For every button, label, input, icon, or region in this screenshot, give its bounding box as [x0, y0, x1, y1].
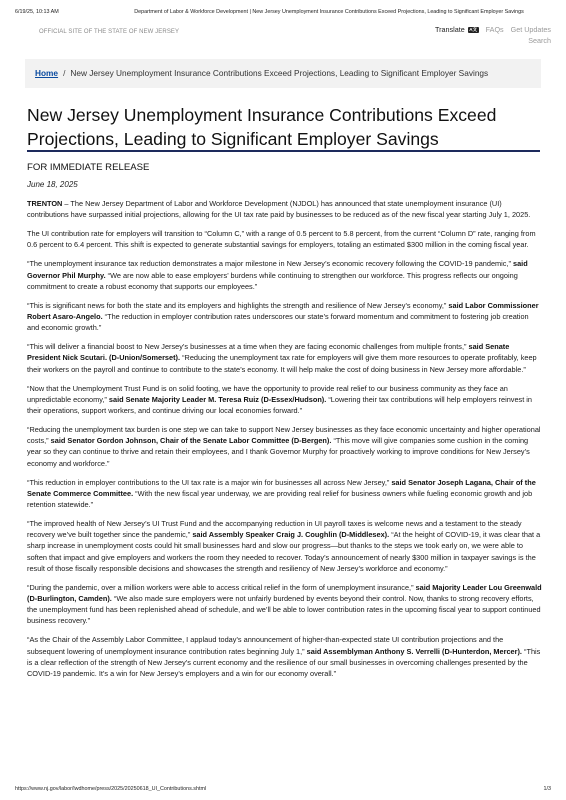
- quote-ruiz: [27, 383, 542, 417]
- breadcrumb-separator: /: [63, 68, 66, 78]
- get-updates-link[interactable]: Get Updates: [510, 25, 551, 34]
- quote-verrelli: [27, 634, 542, 679]
- quote-text: “This will deliver a financial boost to New Jersey’s businesses at a time when they are facing economic challenges from multiple fronts,”: [27, 342, 467, 352]
- faqs-link[interactable]: FAQs: [485, 25, 504, 34]
- quote-speaker: said Labor Commissioner Robert Asaro-Angelo.: [27, 300, 539, 322]
- quote-text: “Reducing the unemployment tax rate for employers will give them more resources to operate profitably, keep their workers on the payroll and continue to contribute to the state’s economy. It will help make the cost of doing business in New Jersey more affordable.”: [27, 353, 537, 374]
- quote-text: “Now that the Unemployment Trust Fund is on solid footing, we have the opportunity to provide real relief to our business community as they face an unpredictable economy,”: [27, 383, 508, 404]
- dateline: TRENTON: [27, 199, 63, 208]
- breadcrumb-home-link[interactable]: Home: [35, 68, 59, 78]
- print-url: https://www.nj.gov/labor/lwdhome/press/2025/20250618_UI_Contributions.shtml: [15, 786, 207, 792]
- search-link[interactable]: Search: [528, 36, 551, 45]
- quote-text: “We are now able to ease employers’ burdens while continuing to strengthen our workforce. This progress reflects our ongoing commitment to create a robust economy that supports our employees.”: [27, 270, 518, 291]
- quote-coughlin: [27, 518, 542, 574]
- utility-nav: [435, 25, 551, 34]
- quote-text: “We also made sure employers were not unfairly burdened by events beyond their control. Now, thanks to strong recovery efforts, the unemployment fund has been replenished ahead of schedule, and we’ll be able to lower contribution rates in the upcoming fiscal year to support continued business recovery.”: [27, 594, 541, 626]
- release-label: FOR IMMEDIATE RELEASE: [27, 162, 150, 173]
- quote-lagana: [27, 477, 542, 511]
- site-header: [15, 22, 551, 48]
- quote-speaker: said Assemblyman Anthony S. Verrelli (D-Hunterdon, Mercer).: [304, 646, 522, 656]
- quote-speaker: said Senate President Nick Scutari. (D-Union/Somerset).: [27, 342, 510, 363]
- page-title: New Jersey Unemployment Insurance Contributions Exceed Projections, Leading to Significant Employer Savings: [27, 105, 497, 149]
- quote-johnson: [27, 424, 542, 469]
- print-datetime: 6/19/25, 10:13 AM: [15, 9, 59, 15]
- quote-text: “This move will give companies some cushion in the coming year so they can continue to thrive and retain their employees, and I thank Governor Murphy for proactively working to improve conditions for New Jersey’s economy and workforce.”: [27, 436, 530, 468]
- paragraph-1: [27, 198, 542, 220]
- breadcrumb: [25, 59, 541, 88]
- print-header: [15, 9, 551, 15]
- quote-text: “During the pandemic, over a million workers were able to access critical relief in the form of unemployment insurance,”: [27, 582, 414, 592]
- translate-label: Translate: [435, 25, 465, 34]
- print-page-title: Department of Labor & Workforce Development | New Jersey Unemployment Insurance Contributions Exceed Projections, Leading to Significant Employer Savings: [134, 9, 524, 15]
- quote-text: “At the height of COVID-19, it was clear that a sharp increase in unemployment costs could hit small businesses hard and slow our progress—but thanks to the steps we took early on, we were able to soften that impact and give employers and workers the room they needed to recover. Today’s announcement of nearly $300 million in taxpayer savings is the result of those fiscally responsible decisions and showcases the strength and resiliency of New Jersey’s workforce and economy.”: [27, 530, 541, 573]
- print-page-number: 1/3: [543, 786, 551, 792]
- quote-speaker: said Senate Majority Leader M. Teresa Ruiz (D-Essex/Hudson).: [106, 394, 327, 404]
- translate-button[interactable]: [435, 25, 479, 34]
- paragraph-text: – The New Jersey Department of Labor and Workforce Development (NJDOL) has announced that state unemployment insurance (UI) contributions have surpassed initial projections, allowing for the UI tax rate paid by businesses to be reduced as of the new fiscal year starting July 1, 2025.: [27, 199, 531, 220]
- quote-speaker: said Senator Gordon Johnson, Chair of the Senate Labor Committee (D-Bergen).: [48, 436, 332, 446]
- official-site-label: OFFICIAL SITE OF THE STATE OF NEW JERSEY: [39, 29, 180, 35]
- quote-text: “This is significant news for both the state and its employers and highlights the strength and resilience of New Jersey’s economy,”: [27, 300, 447, 310]
- quote-murphy: [27, 258, 542, 292]
- title-divider: [27, 150, 540, 152]
- quote-speaker: said Governor Phil Murphy.: [27, 259, 528, 280]
- quote-greenwald: [27, 582, 542, 627]
- quote-speaker: said Assembly Speaker Craig J. Coughlin (D-Middlesex).: [190, 530, 390, 540]
- quote-scutari: [27, 341, 542, 375]
- print-footer: [15, 786, 551, 792]
- breadcrumb-trail: [35, 68, 488, 78]
- quote-text: “Lowering their tax contributions will help employers reinvest in their operations, support workers, and continue driving our local economies forward.”: [27, 394, 533, 416]
- release-date: June 18, 2025: [27, 180, 78, 189]
- quote-text: “As the Chair of the Assembly Labor Committee, I applaud today’s announcement of higher-than-expected state UI contribution projections and the subsequent lowering of unemployment insurance contribution rates beginning July 1,”: [27, 635, 504, 656]
- article-body: [27, 198, 542, 687]
- translate-icon: A文: [469, 27, 478, 32]
- paragraph-2: The UI contribution rate for employers will transition to “Column C,” with a range of 0.5 percent to 5.8 percent, from the current “Column D” rate, ranging from 0.6 percent to 6.4 percent. This shift is expected to generate substantial savings for employers, totaling an estimated $300 million in the coming fiscal year.: [27, 229, 536, 250]
- quote-text: “The reduction in employer contribution rates underscores our state’s forward momentum and commitment to fostering job creation and economic growth.”: [27, 312, 529, 333]
- quote-speaker: said Senator Joseph Lagana, Chair of the Senate Commerce Committee.: [27, 477, 536, 498]
- quote-text: “This reduction in employer contributions to the UI tax rate is a major win for businesses all across New Jersey,”: [27, 477, 390, 487]
- quote-text: “With the new fiscal year underway, we are providing real relief for business owners while fueling economic growth and job retention statewide.”: [27, 488, 533, 510]
- quote-text: “This is a clear reflection of the strength of New Jersey’s current economy and the resilience of our small businesses in overcoming challenges presented by the COVID-19 pandemic. It’s a win for New Jersey’s employers and a win for our economy overall.”: [27, 646, 541, 679]
- quote-text: “The improved health of New Jersey’s UI Trust Fund and the accompanying reduction in UI payroll taxes is welcome news and a testament to the steady recovery we’ve built together since the pandemic,”: [27, 519, 522, 540]
- quote-text: “The unemployment insurance tax reduction demonstrates a major milestone in New Jersey’s economic recovery following the COVID-19 pandemic,”: [27, 259, 511, 269]
- quote-speaker: said Majority Leader Lou Greenwald (D-Burlington, Camden).: [27, 582, 542, 604]
- quote-asaro-angelo: [27, 300, 542, 334]
- quote-text: “Reducing the unemployment tax burden is one step we can take to support New Jersey businesses as they face economic uncertainty and higher operational costs,”: [27, 425, 541, 446]
- breadcrumb-current: New Jersey Unemployment Insurance Contributions Exceed Projections, Leading to Significant Employer Savings: [70, 68, 489, 78]
